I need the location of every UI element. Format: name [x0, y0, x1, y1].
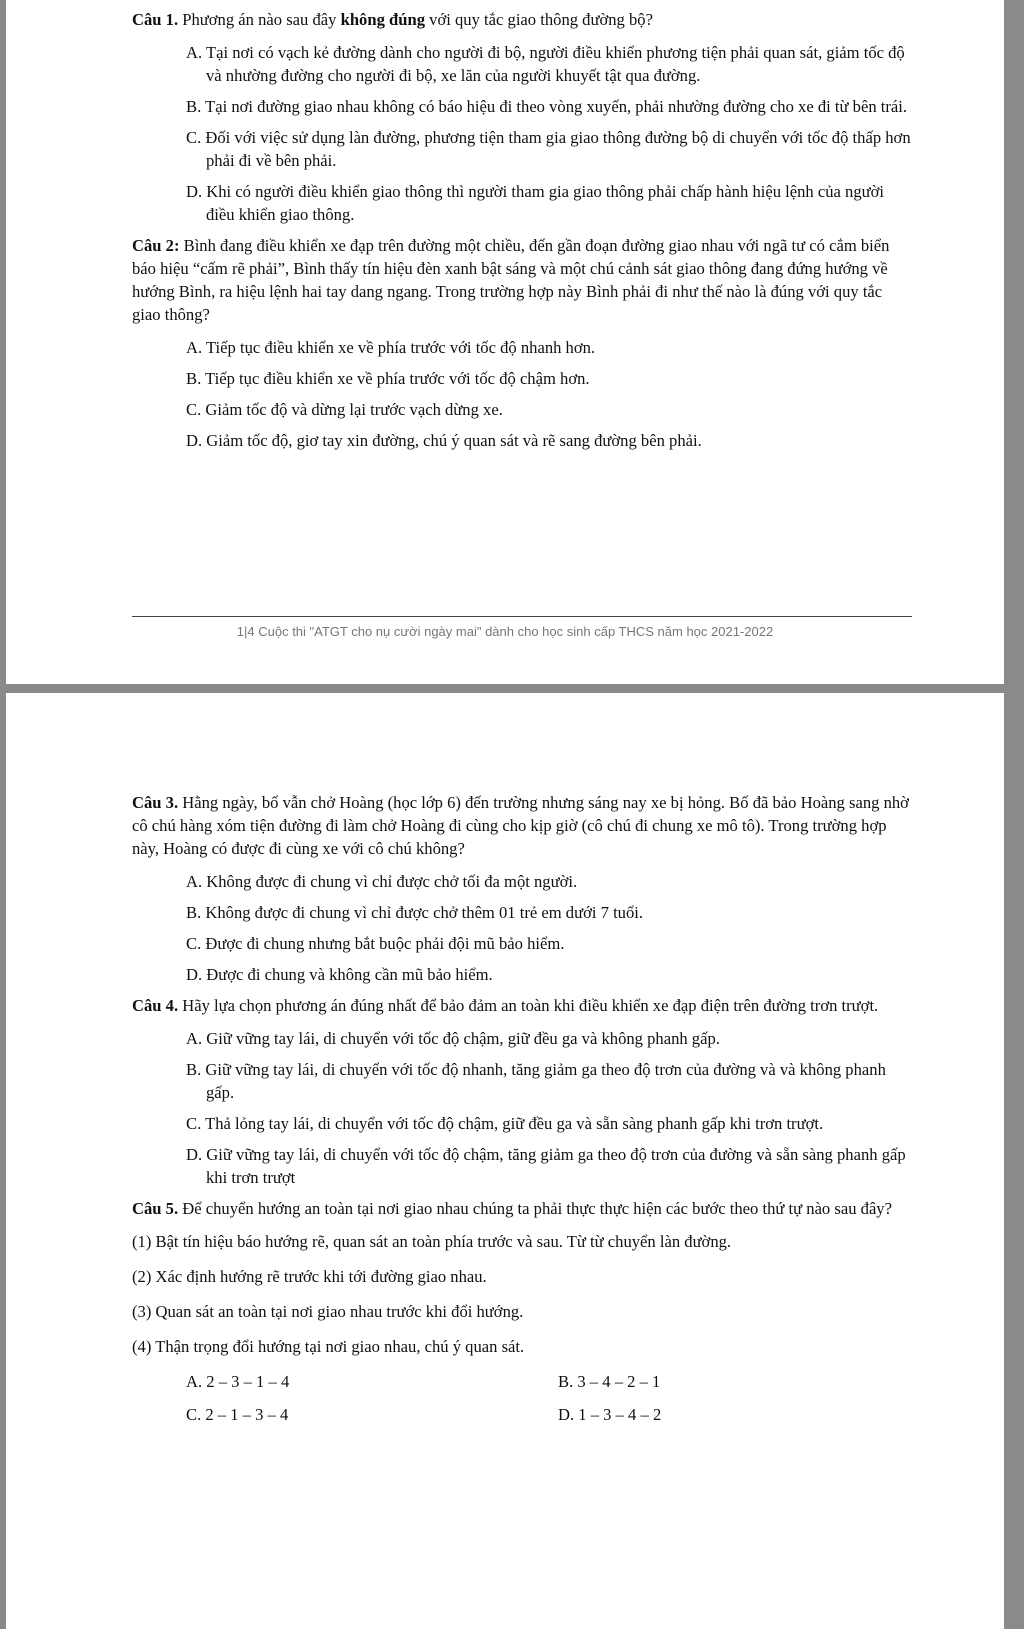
- option-list: [132, 336, 912, 452]
- step-2: (2) Xác định hướng rẽ trước khi tới đường giao nhau.: [132, 1267, 487, 1286]
- option: [132, 126, 912, 172]
- question-4: [132, 994, 912, 1017]
- question-stem: Hằng ngày, bố vẫn chở Hoàng (học lớp 6) đến trường nhưng sáng nay xe bị hỏng. Bố đã bảo Hoàng sang nhờ cô chú hàng xóm tiện đường đi làm chở Hoàng đi cùng cho kịp giờ (cô chú đi chung xe mô tô). Trong trường hợp này, Hoàng có được đi cùng xe với cô chú không?: [132, 793, 909, 858]
- option: [132, 1027, 912, 1050]
- option: [132, 1058, 912, 1104]
- option: [132, 1143, 912, 1189]
- option-text: D. Giảm tốc độ, giơ tay xin đường, chú ý quan sát và rẽ sang đường bên phải.: [186, 431, 702, 450]
- option: [132, 367, 912, 390]
- option-text: A. Giữ vững tay lái, di chuyển với tốc độ chậm, giữ đều ga và không phanh gấp.: [186, 1029, 720, 1048]
- question-stem: Phương án nào sau đây: [178, 10, 341, 29]
- answer-b: B. 3 – 4 – 2 – 1: [558, 1372, 661, 1391]
- question-stem: Hãy lựa chọn phương án đúng nhất để bảo đảm an toàn khi điều khiển xe đạp điện trên đường trơn trượt.: [178, 996, 879, 1015]
- option-text: D. Khi có người điều khiển giao thông thì người tham gia giao thông phải chấp hành hiệu lệnh của người điều khiển giao thông.: [186, 182, 885, 224]
- option-list: [132, 870, 912, 986]
- option-text: B. Tiếp tục điều khiển xe về phía trước với tốc độ chậm hơn.: [186, 369, 590, 388]
- question-number: Câu 3.: [132, 793, 179, 812]
- page-footer: [6, 624, 1004, 639]
- footer-divider: [132, 616, 912, 617]
- option: [132, 870, 912, 893]
- question-number: Câu 1.: [132, 10, 179, 29]
- option-list: [132, 41, 912, 226]
- option-text: D. Giữ vững tay lái, di chuyển với tốc độ chậm, tăng giảm ga theo độ trơn của đường và sẵn sàng phanh gấp khi trơn trượt: [186, 1145, 906, 1187]
- question-3: [132, 791, 912, 860]
- answer-c: C. 2 – 1 – 3 – 4: [186, 1405, 289, 1424]
- option: [132, 41, 912, 87]
- option-text: A. Không được đi chung vì chỉ được chở tối đa một người.: [186, 872, 578, 891]
- option-text: D. Được đi chung và không cần mũ bảo hiểm.: [186, 965, 493, 984]
- page-2: [6, 693, 1004, 1629]
- option: [132, 963, 912, 986]
- option-text: B. Không được đi chung vì chỉ được chở thêm 01 trẻ em dưới 7 tuổi.: [186, 903, 644, 922]
- step-3: (3) Quan sát an toàn tại nơi giao nhau trước khi đổi hướng.: [132, 1302, 524, 1321]
- option-text: C. Giảm tốc độ và dừng lại trước vạch dừng xe.: [186, 400, 503, 419]
- page-1: [6, 0, 1004, 684]
- option: [132, 95, 912, 118]
- question-stem: Bình đang điều khiển xe đạp trên đường một chiều, đến gần đoạn đường giao nhau với ngã tư có cắm biển báo hiệu “cấm rẽ phải”, Bình thấy tín hiệu đèn xanh bật sáng và một chú cảnh sát giao thông đang đứng hướng về hướng Bình, ra hiệu lệnh hai tay dang ngang. Trong trường hợp này Bình phải đi như thế nào là đúng với quy tắc giao thông?: [132, 236, 890, 324]
- option: [132, 932, 912, 955]
- answer-grid: [132, 1370, 912, 1426]
- question-stem: Để chuyển hướng an toàn tại nơi giao nhau chúng ta phải thực thực hiện các bước theo thứ tự nào sau đây?: [178, 1199, 892, 1218]
- answer-d: D. 1 – 3 – 4 – 2: [558, 1405, 662, 1424]
- option-text: C. Đối với việc sử dụng làn đường, phương tiện tham gia giao thông đường bộ di chuyển với tốc độ thấp hơn phải đi về bên phải.: [186, 128, 911, 170]
- option-text: A. Tiếp tục điều khiển xe về phía trước với tốc độ nhanh hơn.: [186, 338, 596, 357]
- option-text: B. Tại nơi đường giao nhau không có báo hiệu đi theo vòng xuyến, phải nhường đường cho xe đi từ bên trái.: [186, 97, 908, 116]
- option-text: C. Được đi chung nhưng bắt buộc phải đội mũ bảo hiểm.: [186, 934, 565, 953]
- emphasis: không đúng: [340, 10, 426, 29]
- option: [132, 180, 912, 226]
- option: [132, 1112, 912, 1135]
- question-2: [132, 234, 912, 326]
- step-1: (1) Bật tín hiệu báo hướng rẽ, quan sát an toàn phía trước và sau. Từ từ chuyển làn đường.: [132, 1232, 732, 1251]
- option-text: C. Thả lỏng tay lái, di chuyển với tốc độ chậm, giữ đều ga và sẵn sàng phanh gấp khi trơn trượt.: [186, 1114, 824, 1133]
- question-stem: với quy tắc giao thông đường bộ?: [425, 10, 653, 29]
- option-list: [132, 1027, 912, 1189]
- option-text: B. Giữ vững tay lái, di chuyển với tốc độ nhanh, tăng giảm ga theo độ trơn của đường và và không phanh gấp.: [186, 1060, 886, 1102]
- option-text: A. Tại nơi có vạch kẻ đường dành cho người đi bộ, người điều khiển phương tiện phải quan sát, giảm tốc độ và nhường đường cho người đi bộ, xe lăn của người khuyết tật qua đường.: [186, 43, 905, 85]
- option: [132, 429, 912, 452]
- question-5: [132, 1197, 912, 1220]
- step-4: (4) Thận trọng đổi hướng tại nơi giao nhau, chú ý quan sát.: [132, 1337, 525, 1356]
- option: [132, 336, 912, 359]
- answer-a: A. 2 – 3 – 1 – 4: [186, 1372, 290, 1391]
- question-number: Câu 4.: [132, 996, 179, 1015]
- footer-text: Cuộc thi "ATGT cho nụ cười ngày mai" dành cho học sinh cấp THCS năm học 2021-2022: [254, 624, 774, 639]
- question-number: Câu 2:: [132, 236, 180, 255]
- page-number: 1|4: [236, 624, 255, 639]
- option: [132, 901, 912, 924]
- option: [132, 398, 912, 421]
- question-1: [132, 8, 912, 31]
- question-number: Câu 5.: [132, 1199, 179, 1218]
